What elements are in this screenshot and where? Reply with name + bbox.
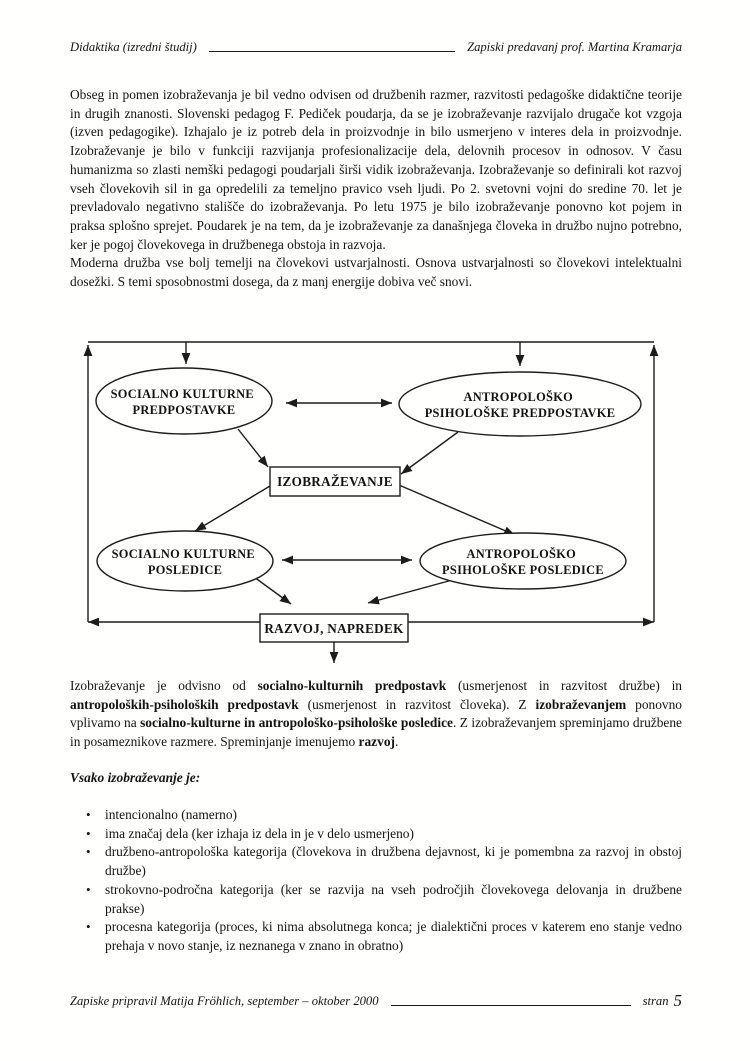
emphasized-text: razvoj bbox=[358, 734, 395, 750]
bullet-icon: • bbox=[86, 844, 91, 860]
paragraph-summary bbox=[70, 677, 682, 752]
characteristics-list bbox=[70, 806, 682, 956]
header-course-title: Didaktika (izredni študij) bbox=[70, 40, 197, 54]
text-segment: (usmerjenost in razvitost človeka). Z bbox=[298, 696, 536, 712]
sk-posledice-line2: POSLEDICE bbox=[147, 563, 223, 577]
page-footer bbox=[70, 992, 682, 1009]
bullet-icon: • bbox=[86, 825, 91, 841]
list-item bbox=[70, 806, 682, 825]
bullet-icon: • bbox=[86, 807, 91, 822]
sk-posledice-line1: SOCIALNO KULTURNE bbox=[111, 547, 255, 561]
arrow-izobrazevanje-to-skp bbox=[195, 486, 270, 531]
ap-predpostavke-line2: PSIHOLOŠKE PREDPOSTAVKE bbox=[424, 406, 616, 420]
ap-posledice-line1: ANTROPOLOŠKO bbox=[466, 547, 577, 561]
list-item bbox=[70, 843, 682, 880]
list-item-text: strokovno-področna kategorija (ker se razvija na vseh področjih človekovega delovanja in družbene prakse) bbox=[105, 881, 682, 916]
node-sk-predpostavke bbox=[96, 368, 272, 434]
page-header bbox=[70, 40, 682, 55]
header-rule bbox=[209, 50, 455, 52]
page-number: 5 bbox=[673, 991, 682, 1010]
ap-predpostavke-line1: ANTROPOLOŠKO bbox=[463, 390, 574, 404]
bullet-icon: • bbox=[86, 881, 91, 897]
text-segment: ponovno vplivamo na bbox=[70, 696, 682, 731]
list-item bbox=[70, 825, 682, 844]
ap-posledice-line2: PSIHOLOŠKE POSLEDICE bbox=[442, 563, 604, 577]
node-ap-predpostavke bbox=[399, 372, 641, 436]
paragraph-history: Obseg in pomen izobraževanja je bil vedno odvisen od družbenih razmer, razvitosti pedagoške didaktične teorije in drugih znanosti. Slovenski pedagog F. Pediček poudarja, da se je izobraževanje razvijalo drugače kot vzgoja (izven pedagogike). Izhajalo je iz potreb dela in proizvodnje in bilo usmerjeno v interes dela in proizvodnje. Izobraževanje je bilo v funkciji razvijanja profesionalizacije dela, delovnih procesov in odnosov. V času humanizma so zlasti nemški pedagogi poudarjali širši vidik izobraževanja. Izobraževanje so definirali kot razvoj vseh človekovih sil in ga opredelili za temeljno pravico vseh ljudi. Po 2. svetovni vojni do sredine 70. let je prevladovalo negativno stališče do izobraževanja. Po letu 1975 je bilo izobraževanje ponovno kot pojem in praksa splošno sprejet. Poudarek je na tem, da je izobraževanje za današnjega človeka in družbo nujno potrebno, ker je pogoj človekovega in družbenega obstoja in razvoja. bbox=[70, 87, 682, 252]
footer-rule bbox=[391, 1004, 631, 1006]
node-ap-posledice bbox=[420, 533, 626, 589]
intro-text-block bbox=[70, 86, 682, 292]
emphasized-text: socialno-kulturnih predpostavk bbox=[257, 678, 447, 693]
list-heading: Vsako izobraževanje je: bbox=[70, 770, 201, 785]
text-segment: (usmerjenost in razvitost družbe) in bbox=[446, 678, 682, 693]
text-segment: . Z izobraževanjem spreminjamo družbene in posameznikove razmere. Spreminjanje imenujemo bbox=[70, 715, 682, 750]
list-item bbox=[70, 918, 682, 955]
footer-author-text: Zapiske pripravil Matija Fröhlich, september – oktober 2000 bbox=[70, 994, 379, 1008]
izobrazevanje-label: IZOBRAŽEVANJE bbox=[277, 474, 393, 489]
arrow-skp-to-izobrazevanje bbox=[238, 429, 268, 467]
list-item-text: družbeno-antropološka kategorija (človekova in družbena dejavnost, ki je pomembna za razvoj in obstoj družbe) bbox=[105, 844, 682, 879]
summary-text-block bbox=[70, 677, 682, 752]
arrow-apposledice-to-razvoj bbox=[368, 579, 456, 603]
arrow-izobrazevanje-to-app bbox=[399, 485, 515, 535]
emphasized-text: antropoloških-psiholoških predpostavk bbox=[70, 696, 299, 712]
list-item-text: intencionalno (namerno) bbox=[105, 807, 237, 822]
header-lecturer-title: Zapiski predavanj prof. Martina Kramarja bbox=[467, 40, 682, 54]
footer-page-label: stran bbox=[642, 994, 669, 1008]
sk-predpostavke-line2: PREDPOSTAVKE bbox=[132, 403, 236, 417]
arrow-app-to-izobrazevanje bbox=[401, 432, 458, 474]
list-item bbox=[70, 881, 682, 918]
razvoj-napredek-label: RAZVOJ, NAPREDEK bbox=[264, 621, 404, 636]
list-item-text: ima značaj dela (ker izhaja iz dela in je v delo usmerjeno) bbox=[105, 825, 414, 841]
paragraph-modern-society: Moderna družba vse bolj temelji na človekovi ustvarjalnosti. Osnova ustvarjalnosti so človekovi intelektualni dosežki. S temi sposobnostmi dosega, da z manj energije dobiva več snovi. bbox=[70, 255, 682, 290]
list-item-text: procesna kategorija (proces, ki nima absolutnega konca; je dialektični proces v katerem eno stanje vedno prehaja v novo stanje, iz neznanega v znano in obratno) bbox=[105, 919, 682, 953]
education-flow-diagram bbox=[58, 334, 692, 672]
arrow-skposledice-to-razvoj bbox=[254, 577, 291, 604]
emphasized-text: socialno-kulturne in antropološko-psihološke posledice bbox=[140, 715, 453, 731]
text-segment: . bbox=[394, 734, 399, 750]
sk-predpostavke-line1: SOCIALNO KULTURNE bbox=[110, 387, 254, 401]
text-segment: Izobraževanje je odvisno od bbox=[70, 678, 258, 693]
bullet-icon: • bbox=[86, 919, 91, 935]
emphasized-text: izobraževanjem bbox=[535, 696, 627, 712]
node-sk-posledice bbox=[97, 531, 273, 591]
